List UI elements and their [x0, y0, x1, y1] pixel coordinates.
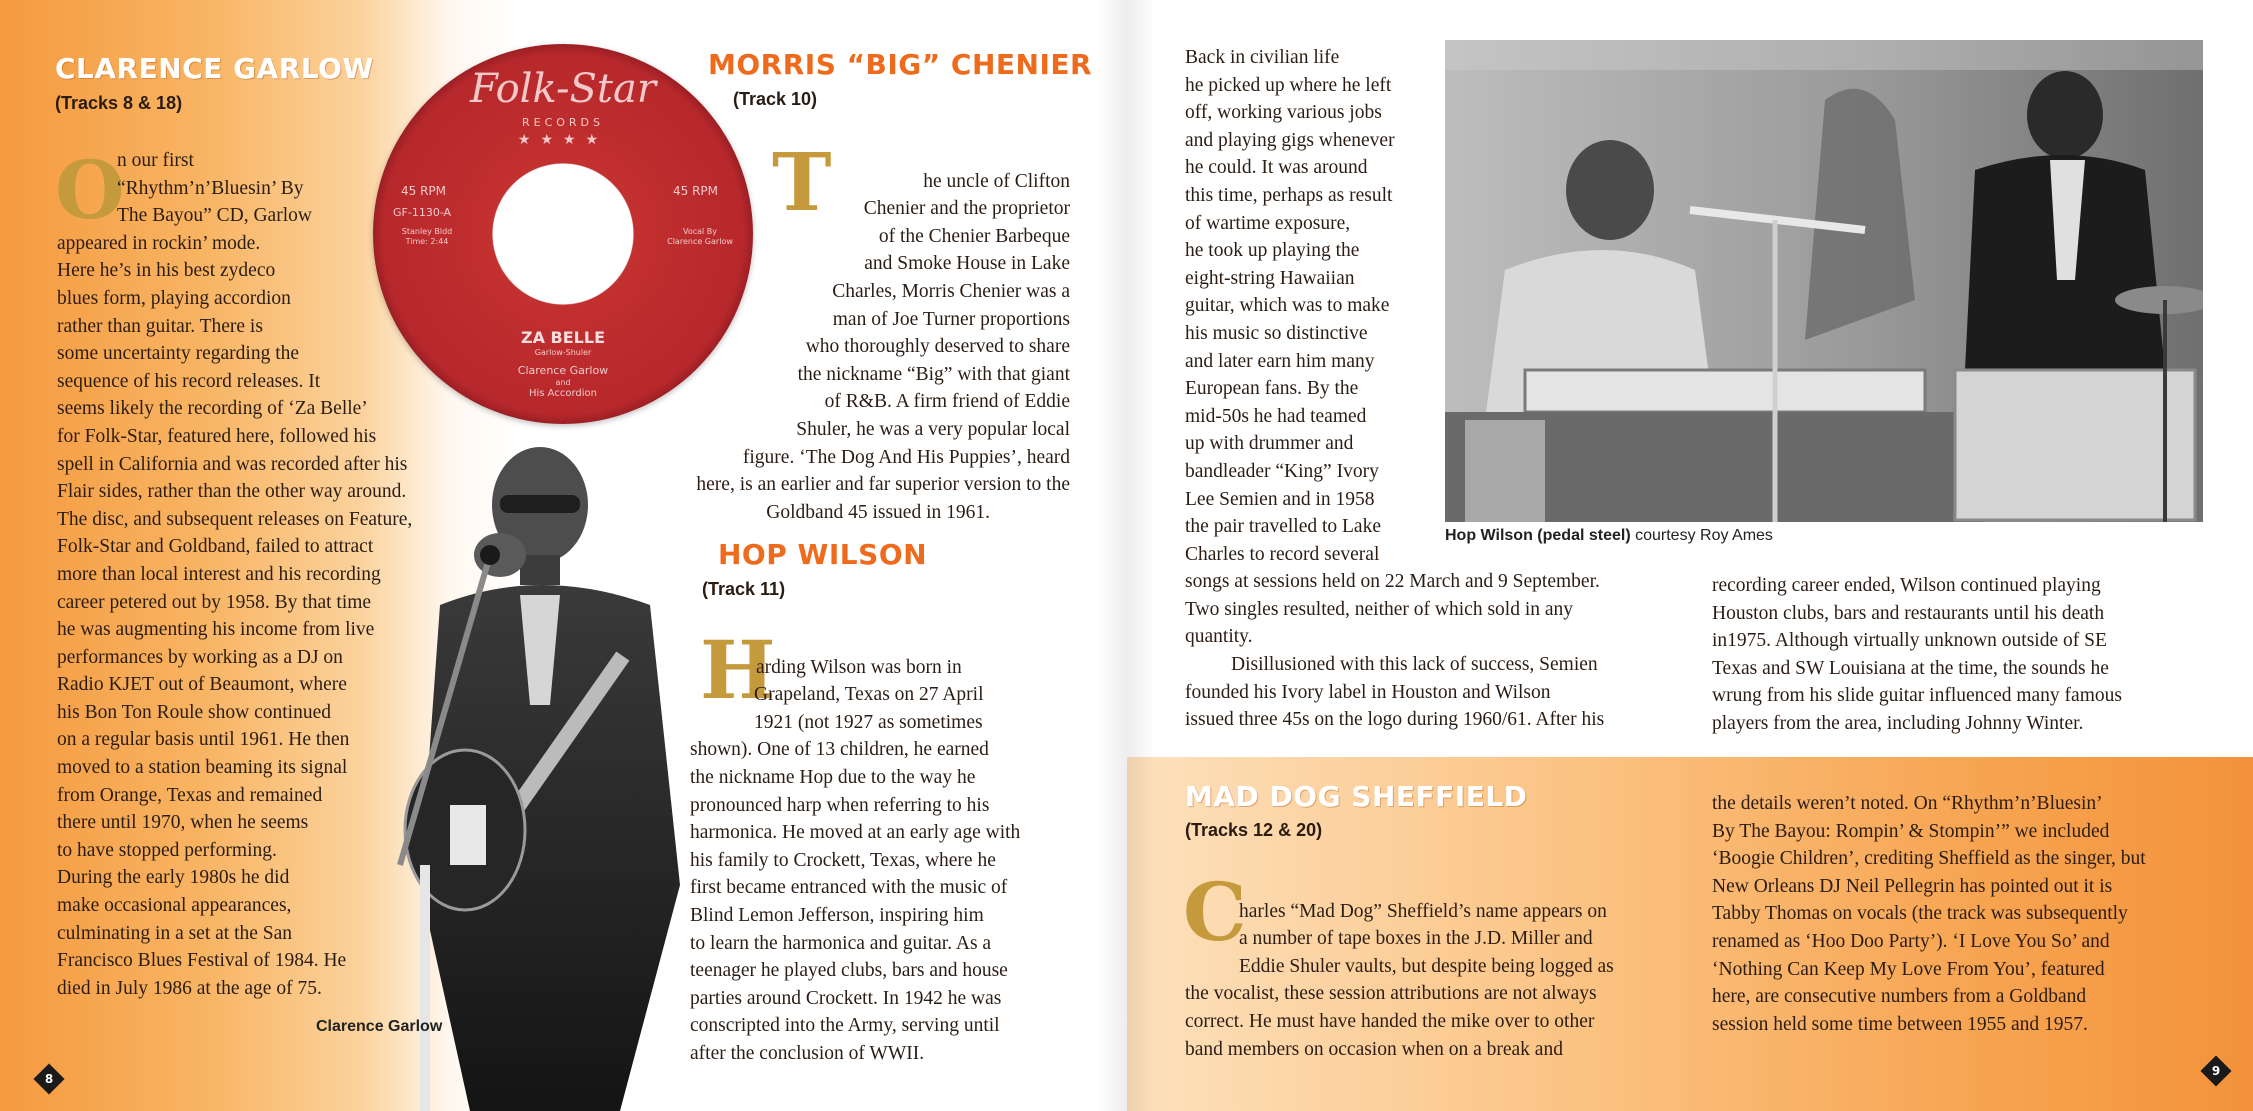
wilson-heading: HOP WILSON [718, 538, 928, 571]
wilson-ivory-text: Disillusioned with this lack of success, Semien founded his Ivory label in Houston and Wilson issued three 45s on the logo during 1960/61. After his [1185, 654, 1605, 731]
paragraph-line: “Rhythm’n’Bluesin’ By [117, 177, 304, 199]
paragraph-line: to learn the harmonica and guitar. As a [690, 932, 992, 954]
chenier-tracks: (Track 10) [733, 89, 818, 109]
sheffield-paragraph-a [1183, 865, 1695, 1091]
paragraph-line: appeared in rockin’ mode. [57, 232, 261, 254]
chenier-dropcap: T [772, 135, 832, 229]
paragraph-line: make occasional appearances, [57, 895, 292, 917]
paragraph-line: pronounced harp when referring to his [690, 794, 990, 816]
wilson-paragraph [690, 623, 1070, 1095]
paragraph-line: who thoroughly deserved to share [805, 336, 1070, 358]
paragraph-line: shown). One of 13 children, he earned [690, 739, 989, 761]
wilson-paragraph-text [690, 654, 1070, 1068]
record-rpm-left: 45 RPM [401, 184, 447, 198]
paragraph-line: 1921 (not 1927 as sometimes [754, 711, 983, 733]
record-and: and [555, 378, 571, 387]
paragraph-line: Goldband 45 issued in 1961. [766, 501, 990, 523]
paragraph-line: from Orange, Texas and remained [57, 784, 323, 806]
paragraph-line: Here he’s in his best zydeco [57, 260, 276, 282]
paragraph-line: n our first [117, 150, 194, 171]
record-brand-subtitle: RECORDS [521, 116, 605, 129]
record-writer: Garlow-Shuler [534, 348, 592, 357]
garlow-tracks: (Tracks 8 & 18) [55, 93, 183, 113]
record-rpm-right: 45 RPM [673, 184, 719, 198]
record-stars-icon: ★★★★ [517, 132, 609, 148]
paragraph-line: sequence of his record releases. It [57, 370, 321, 392]
garlow-dropcap: O [55, 143, 125, 237]
paragraph-line: Flair sides, rather than the other way around. [57, 481, 407, 503]
chenier-heading: MORRIS “BIG” CHENIER [708, 48, 1093, 81]
sheffield-heading: MAD DOG SHEFFIELD [1185, 780, 1528, 813]
paragraph-line: moved to a station beaming its signal [57, 757, 348, 779]
paragraph-line: he was augmenting his income from live [57, 619, 375, 641]
paragraph-line: of the Chenier Barbeque [878, 225, 1070, 247]
paragraph-line: performances by working as a DJ on [57, 646, 343, 668]
wilson-tracks: (Track 11) [702, 579, 786, 599]
page-number-left: 8 [33, 1063, 64, 1094]
paragraph-line: for Folk-Star, featured here, followed his [57, 425, 377, 447]
record-catalog: GF-1130-A [393, 206, 452, 219]
paragraph-line: Blind Lemon Jefferson, inspiring him [690, 904, 984, 926]
record-right-small: Vocal By Clarence Garlow [667, 227, 733, 246]
record-title: ZA BELLE [521, 328, 605, 347]
sheffield-paragraph-a-text [1185, 898, 1695, 1064]
paragraph-line: Chenier and the proprietor [863, 198, 1070, 220]
paragraph-line: arding Wilson was born in [756, 656, 962, 678]
paragraph-line: harles “Mad Dog” Sheffield’s name appears on [1239, 900, 1607, 922]
paragraph-line: Folk-Star and Goldband, failed to attract [57, 536, 374, 558]
paragraph-line: more than local interest and his recording [57, 563, 381, 585]
record-band: His Accordion [529, 388, 597, 399]
paragraph-line: he uncle of Clifton [923, 170, 1070, 192]
paragraph-line: band members on occasion when on a break and [1185, 1038, 1563, 1060]
paragraph-line: Francisco Blues Festival of 1984. He [57, 950, 347, 972]
paragraph-line: harmonica. He moved at an early age with [690, 822, 1021, 844]
paragraph-line: to have stopped performing. [57, 839, 277, 861]
paragraph-line: conscripted into the Army, serving until [690, 1015, 1000, 1037]
record-brand: Folk-Star [470, 66, 656, 112]
paragraph-line: a number of tape boxes in the J.D. Miller and [1239, 928, 1593, 950]
paragraph-line: rather than guitar. There is [57, 315, 263, 337]
sheffield-paragraph-b: the details weren’t noted. On “Rhythm’n’Bluesin’ By The Bayou: Rompin’ & Stompin’” we included ‘Boogie Children’, crediting Sheffield as the singer, but New Orleans DJ Neil Pellegrin has pointed out it is Tabby Thomas on vocals (the track was subsequently renamed as ‘Hoo Doo Party’). ‘I Love You So’ and ‘Nothing Can Keep My Love From You’, featured here, are consecutive numbers from a Goldband session held some time between 1955 and 1957. [1712, 793, 2146, 1035]
paragraph-line: teenager he played clubs, bars and house [690, 960, 1008, 982]
paragraph-line: career petered out by 1958. By that time [57, 591, 372, 613]
paragraph-line: Charles, Morris Chenier was a [832, 280, 1070, 302]
right-page [1127, 0, 2253, 1111]
paragraph-line: During the early 1980s he did [57, 867, 290, 889]
photo-caption-credit: courtesy Roy Ames [1630, 527, 1773, 544]
paragraph-line: Shuler, he was a very popular local [796, 418, 1070, 440]
paragraph-line: The Bayou” CD, Garlow [117, 205, 312, 227]
paragraph-line: Radio KJET out of Beaumont, where [57, 674, 347, 696]
page-number-right: 9 [2200, 1055, 2231, 1086]
paragraph-line: his family to Crockett, Texas, where he [690, 849, 996, 871]
wilson-dropcap: H [700, 623, 776, 717]
wilson-career-end-text: recording career ended, Wilson continued playing Houston clubs, bars and restaurants until his death in1975. Although virtually unknown outside of SE Texas and SW Louisiana at the time, the sounds he wrung from his slide guitar influenced many famous players from the area, including Johnny Winter. [1712, 575, 2122, 734]
paragraph-line: figure. ‘The Dog And His Puppies’, heard [742, 446, 1070, 468]
paragraph-line: after the conclusion of WWII. [690, 1042, 925, 1064]
paragraph-line: man of Joe Turner proportions [832, 308, 1070, 330]
paragraph-line: Eddie Shuler vaults, but despite being logged as [1239, 955, 1614, 977]
hop-wilson-photo [1445, 40, 2203, 522]
record-left-small: Stanley Bldd Time: 2:44 [401, 227, 453, 246]
paragraph-line: parties around Crockett. In 1942 he was [690, 987, 1002, 1009]
paragraph-line: seems likely the recording of ‘Za Belle’ [57, 398, 368, 420]
garlow-photo-caption: Clarence Garlow [316, 1018, 443, 1035]
paragraph-line: here, is an earlier and far superior version to the [696, 474, 1070, 496]
chenier-paragraph-text [630, 168, 1070, 527]
wilson-continued-text: Back in civilian life he picked up where he left off, working various jobs and playing gigs whenever he could. It was around this time, perhaps as result of wartime exposure, he took up playing the eight-string Hawaiian guitar, which was to make his music so distinctive and later earn him many European fans. By the mid-50s he had teamed up with drummer and bandleader “King” Ivory Lee Semien and in 1958 the pair travelled to Lake Charles to record several [1185, 47, 1395, 565]
paragraph-line: spell in California and was recorded after his [57, 453, 408, 475]
paragraph-line: of R&B. A firm friend of Eddie [824, 391, 1070, 413]
record-artist: Clarence Garlow [517, 364, 609, 377]
paragraph-line: died in July 1986 at the age of 75. [57, 977, 322, 999]
paragraph-line: the vocalist, these session attributions are not always [1185, 983, 1597, 1005]
hop-wilson-photo-caption [1445, 527, 1773, 545]
garlow-heading: CLARENCE GARLOW [55, 52, 374, 85]
sheffield-tracks: (Tracks 12 & 20) [1185, 820, 1323, 840]
paragraph-line: correct. He must have handed the mike over to other [1185, 1010, 1595, 1032]
paragraph-line: on a regular basis until 1961. He then [57, 729, 350, 751]
paragraph-line: the nickname “Big” with that giant [797, 363, 1070, 385]
paragraph-line: first became entranced with the music of [690, 877, 1008, 899]
paragraph-line: and Smoke House in Lake [864, 253, 1070, 275]
paragraph-line: the nickname Hop due to the way he [690, 766, 976, 788]
paragraph-line: The disc, and subsequent releases on Feature, [57, 508, 413, 530]
paragraph-line: blues form, playing accordion [57, 287, 291, 309]
wilson-sessions-text: songs at sessions held on 22 March and 9 September. Two singles resulted, neither of which sold in any quantity. [1185, 571, 1600, 648]
sheffield-dropcap: C [1183, 865, 1247, 959]
paragraph-line: culminating in a set at the San [57, 922, 293, 944]
photo-caption-bold: Hop Wilson (pedal steel) [1445, 527, 1631, 544]
paragraph-line: there until 1970, when he seems [57, 812, 309, 834]
paragraph-line: his Bon Ton Roule show continued [57, 701, 331, 723]
paragraph-line: some uncertainty regarding the [57, 343, 300, 365]
chenier-paragraph [630, 135, 1070, 554]
paragraph-line: Grapeland, Texas on 27 April [754, 684, 984, 706]
